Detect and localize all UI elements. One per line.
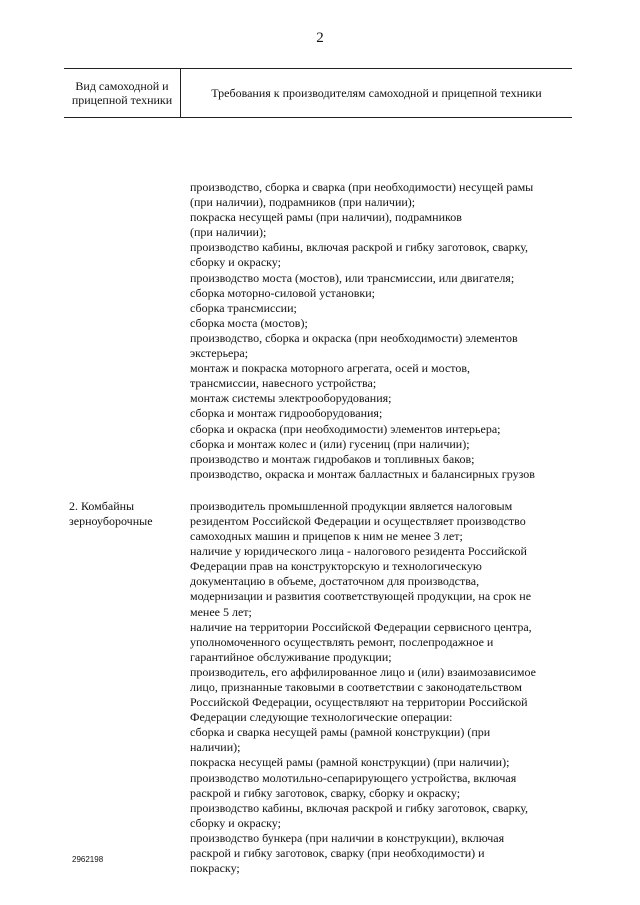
requirement-line: раскрой и гибку заготовок, сварку (при необходимости) и: [190, 846, 485, 861]
requirement-line: сборка моторно-силовой установки;: [190, 285, 375, 300]
requirements-table: [64, 68, 572, 876]
requirement-line: производство моста (мостов), или трансмиссии, или двигателя;: [190, 270, 515, 285]
requirement-line: производство и монтаж гидробаков и топливных баков;: [190, 451, 475, 466]
requirement-line: сборка и монтаж гидрооборудования;: [190, 406, 383, 421]
requirement-line: Федерации прав на конструкторскую и технологическую: [190, 559, 482, 574]
requirement-line: покраска несущей рамы (при наличии), подрамников: [190, 210, 462, 225]
requirement-line: наличие на территории Российской Федерации сервисного центра,: [190, 619, 532, 634]
category-line: зерноуборочные: [69, 513, 153, 528]
requirement-line: самоходных машин и прицепов к ним не менее 3 лет;: [190, 529, 463, 544]
requirement-line: Российской Федерации, осуществляют на территории Российской: [190, 695, 528, 710]
requirement-line: сборка и окраска (при необходимости) элементов интерьера;: [190, 421, 501, 436]
requirement-line: производитель промышленной продукции является налоговым: [190, 498, 513, 513]
requirement-line: сборка и монтаж колес и (или) гусениц (при наличии);: [190, 436, 470, 451]
requirement-line: производство кабины, включая раскрой и гибку заготовок, сварку,: [190, 800, 529, 815]
requirement-line: уполномоченного осуществлять ремонт, послепродажное и: [190, 634, 494, 649]
requirement-line: производство, сборка и окраска (при необходимости) элементов: [190, 330, 518, 345]
requirement-line: монтаж системы электрооборудования;: [190, 391, 392, 406]
requirement-line: гарантийное обслуживание продукции;: [190, 649, 392, 664]
row-category: [64, 180, 190, 482]
requirement-line: лицо, признанные таковыми в соответствии с законодательством: [190, 680, 522, 694]
row-category: [64, 499, 190, 876]
row-requirements: [190, 180, 572, 482]
requirement-line: сборку и окраску;: [190, 815, 281, 830]
page-number: 2: [316, 30, 324, 46]
table-header: [64, 68, 572, 118]
requirement-line: резидентом Российской Федерации и осуществляет производство: [190, 513, 526, 528]
requirement-line: трансмиссии, навесного устройства;: [190, 376, 377, 391]
header-vehicle-type: Вид самоходной и прицепной техники: [64, 69, 181, 117]
table-row: [64, 180, 572, 482]
requirement-line: производство, окраска и монтаж балластных и балансирных грузов: [190, 466, 535, 481]
category-line: 2. Комбайны: [69, 498, 135, 513]
requirement-line: производитель, его аффилированное лицо и (или) взаимозависимое: [190, 664, 536, 679]
requirement-line: раскрой и гибку заготовок, сварку, сборку и окраску;: [190, 785, 461, 800]
requirement-line: (при наличии);: [190, 225, 267, 240]
requirement-line: производство кабины, включая раскрой и гибку заготовок, сварку,: [190, 240, 529, 255]
row-requirements: [190, 499, 572, 876]
requirement-line: наличии);: [190, 740, 241, 755]
requirement-line: монтаж и покраска моторного агрегата, осей и мостов,: [190, 361, 471, 376]
requirement-line: документацию в объеме, достаточном для производства,: [190, 574, 480, 589]
document-code: 2962198: [72, 855, 104, 864]
requirement-line: производство молотильно-сепарирующего устройства, включая: [190, 770, 517, 785]
table-row: [64, 499, 572, 876]
requirement-line: покраска несущей рамы (рамной конструкции) (при наличии);: [190, 755, 510, 770]
requirement-line: покраску;: [190, 861, 240, 876]
header-requirements: Требования к производителям самоходной и прицепной техники: [211, 86, 542, 100]
requirement-line: (при наличии), подрамников (при наличии);: [190, 195, 416, 210]
requirement-line: менее 5 лет;: [190, 604, 252, 619]
requirement-line: сборка моста (мостов);: [190, 315, 308, 330]
requirement-line: экстерьера;: [190, 346, 249, 361]
requirement-line: модернизации и развития соответствующей продукции, на срок не: [190, 589, 532, 604]
requirement-line: производство, сборка и сварка (при необходимости) несущей рамы: [190, 180, 534, 194]
requirement-line: сборка и сварка несущей рамы (рамной конструкции) (при: [190, 725, 491, 740]
requirement-line: производство бункера (при наличии в конструкции), включая: [190, 830, 505, 845]
requirement-line: сборку и окраску;: [190, 255, 281, 270]
requirement-line: сборка трансмиссии;: [190, 300, 297, 315]
requirement-line: наличие у юридического лица - налогового резидента Российской: [190, 544, 527, 559]
requirement-line: Федерации следующие технологические операции:: [190, 710, 453, 725]
